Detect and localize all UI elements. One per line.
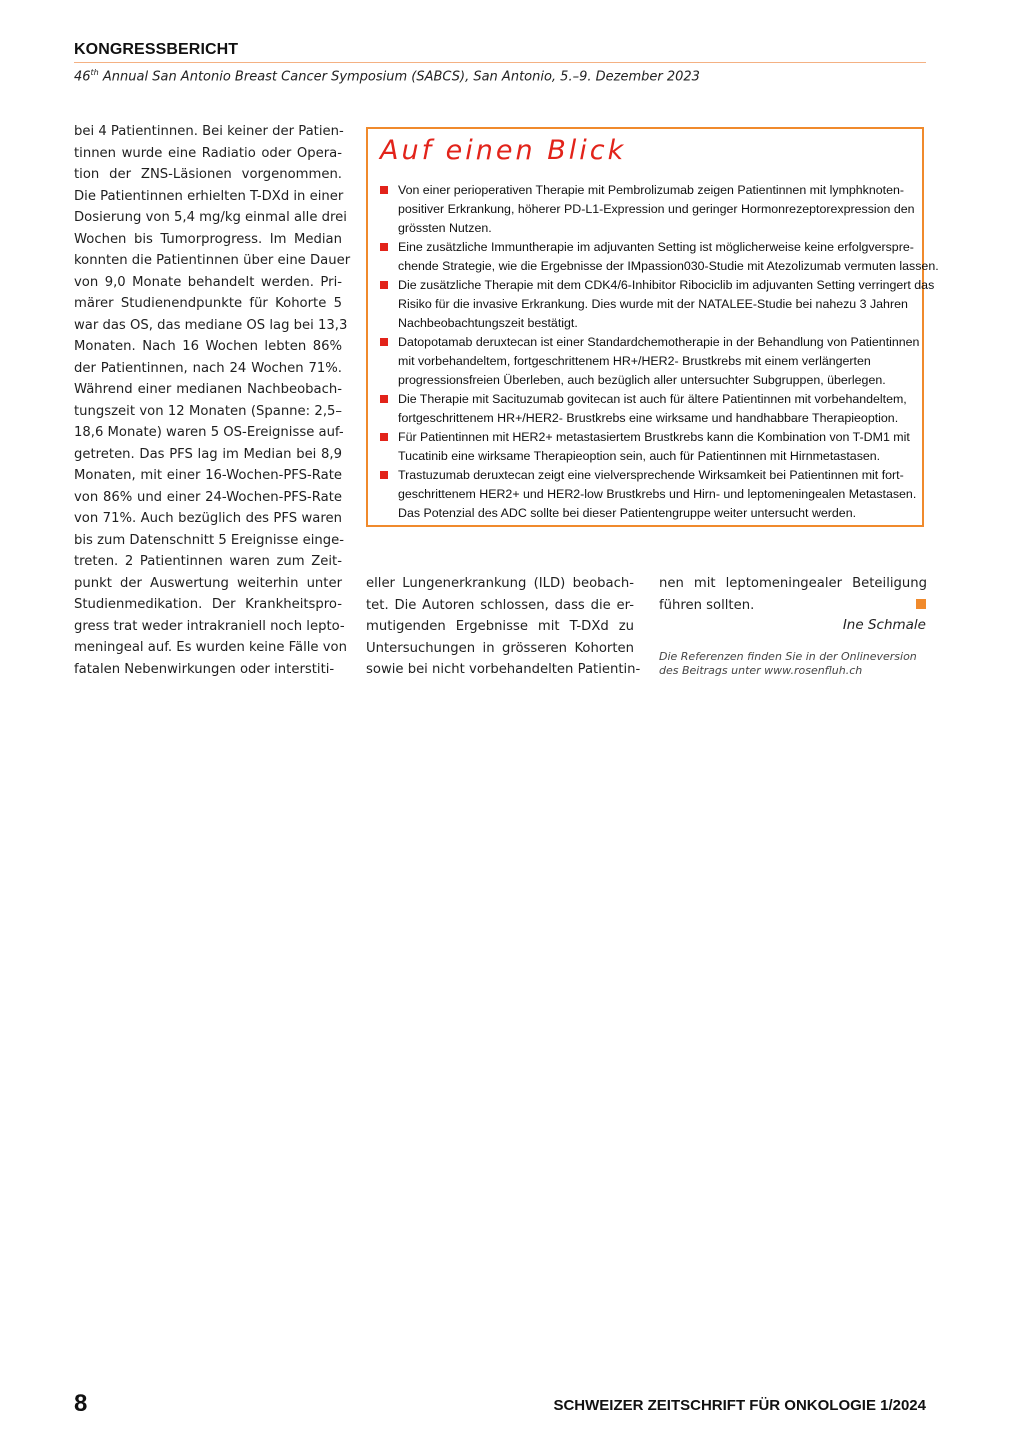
- body-column-3: [659, 573, 927, 616]
- summary-list: [378, 181, 939, 523]
- summary-item-line: Eine zusätzliche Immuntherapie im adjuvanten Setting ist möglicherweise keine erfolgverspre-: [398, 240, 914, 254]
- summary-item-line: mit vorbehandeltem, fortgeschrittenem HR+/HER2- Brustkrebs mit einem verlängerten: [398, 354, 871, 368]
- summary-item: [378, 238, 939, 276]
- summary-item-line: positiver Erkrankung, höherer PD-L1-Expression und geringer Hormonrezeptorexpression den: [398, 202, 915, 216]
- summary-item: [378, 390, 908, 428]
- text-line: Monaten, mit einer 16-Wochen-PFS-Rate: [74, 468, 342, 483]
- section-kicker: KONGRESSBERICHT: [74, 41, 239, 58]
- subtitle-number: 46: [74, 69, 91, 85]
- author-name: Ine Schmale: [842, 617, 926, 633]
- summary-item-line: progressionsfreien Überleben, auch bezüglich aller untersuchter Subgruppen, überlegen.: [398, 373, 886, 387]
- text-line: bis zum Datenschnitt 5 Ereignisse einge-: [74, 532, 344, 548]
- text-line: Untersuchungen in grösseren Kohorten: [366, 640, 634, 656]
- summary-item-text: [398, 390, 908, 428]
- text-line: sowie bei nicht vorbehandelten Patientin-: [366, 662, 641, 677]
- text-line: treten. 2 Patientinnen waren zum Zeit-: [74, 554, 342, 569]
- summary-item-line: Von einer perioperativen Therapie mit Pembrolizumab zeigen Patientinnen mit lymphknoten-: [398, 183, 905, 197]
- summary-item: [378, 333, 920, 390]
- summary-item-line: Datopotamab deruxtecan ist einer Standardchemotherapie in der Behandlung von Patientinnen: [398, 335, 920, 349]
- summary-item-line: Für Patientinnen mit HER2+ metastasiertem Brustkrebs kann die Kombination von T-DM1 mit: [398, 430, 910, 444]
- text-line: mutigenden Ergebnisse mit T-DXd zu: [366, 619, 634, 634]
- text-line: tet. Die Autoren schlossen, dass die er-: [366, 597, 634, 613]
- square-bullet-icon: [380, 281, 388, 289]
- text-line: eller Lungenerkrankung (ILD) beobach-: [366, 576, 634, 591]
- text-line: märer Studienendpunkte für Kohorte 5: [74, 296, 342, 311]
- journal-name: SCHWEIZER ZEITSCHRIFT FÜR ONKOLOGIE 1/2024: [553, 1397, 926, 1414]
- text-line: nen mit leptomeningealer Beteiligung: [659, 576, 927, 591]
- text-line: der Patientinnen, nach 24 Wochen 71%.: [74, 360, 342, 376]
- summary-item-text: [398, 238, 939, 276]
- square-bullet-icon: [380, 395, 388, 403]
- text-line: tinnen wurde eine Radiatio oder Opera-: [74, 145, 342, 161]
- text-line: Studienmedikation. Der Krankheitspro-: [74, 597, 342, 612]
- summary-item: [378, 181, 915, 238]
- text-line: gress trat weder intrakraniell noch lepto-: [74, 618, 345, 634]
- square-bullet-icon: [380, 471, 388, 479]
- article-end-mark: [916, 599, 926, 609]
- text-line: Wochen bis Tumorprogress. Im Median: [74, 231, 342, 247]
- summary-item-text: [398, 276, 935, 333]
- summary-item-line: Das Potenzial des ADC sollte bei dieser Patientengruppe weiter untersucht werden.: [398, 506, 857, 520]
- summary-item-line: Tucatinib eine wirksame Therapieoption sein, auch für Patientinnen mit Hirnmetastasen.: [398, 449, 881, 463]
- text-line: Während einer medianen Nachbeobach-: [74, 382, 342, 397]
- summary-box-title: Auf einen Blick: [380, 135, 627, 166]
- summary-item-line: Trastuzumab deruxtecan zeigt eine vielversprechende Wirksamkeit bei Patientinnen mit fort-: [398, 468, 904, 482]
- summary-box: [366, 127, 939, 527]
- text-line: von 86% und einer 24-Wochen-PFS-Rate: [74, 489, 342, 505]
- summary-item-text: [398, 466, 917, 523]
- text-line: 18,6 Monate) waren 5 OS-Ereignisse auf-: [74, 425, 344, 440]
- square-bullet-icon: [380, 433, 388, 441]
- text-line: meningeal auf. Es wurden keine Fälle von: [74, 640, 347, 655]
- subtitle-ordinal: th: [90, 68, 99, 77]
- summary-item-line: chende Strategie, wie die Ergebnisse der IMpassion030-Studie mit Atezolizumab vermuten lassen.: [398, 259, 939, 273]
- summary-item: [378, 428, 908, 466]
- summary-item-line: grössten Nutzen.: [398, 221, 492, 235]
- text-line: Die Patientinnen erhielten T-DXd in einer: [74, 188, 344, 204]
- subtitle-text: Annual San Antonio Breast Cancer Symposium (SABCS), San Antonio, 5.–9. Dezember 2023: [98, 69, 700, 85]
- summary-item-text: [398, 181, 915, 238]
- text-line: tion der ZNS-Läsionen vorgenommen.: [74, 167, 342, 182]
- text-line: konnten die Patientinnen über eine Dauer: [74, 253, 351, 268]
- text-line: von 71%. Auch bezüglich des PFS waren: [74, 511, 342, 526]
- text-line: getreten. Das PFS lag im Median bei 8,9: [74, 446, 342, 462]
- summary-item-line: Die zusätzliche Therapie mit dem CDK4/6-Inhibitor Ribociclib im adjuvanten Setting verringert das: [398, 278, 935, 292]
- text-line: fatalen Nebenwirkungen oder interstiti-: [74, 661, 335, 677]
- body-column-1: [74, 121, 351, 680]
- text-line: punkt der Auswertung weiterhin unter: [74, 575, 342, 591]
- square-bullet-icon: [380, 186, 388, 194]
- reference-line: Die Referenzen finden Sie in der Onlineversion: [659, 650, 917, 663]
- text-line: führen sollten.: [659, 597, 755, 613]
- text-line: bei 4 Patientinnen. Bei keiner der Patien-: [74, 124, 344, 139]
- square-bullet-icon: [380, 338, 388, 346]
- header-rule: [74, 62, 926, 63]
- summary-item-line: geschrittenem HER2+ und HER2-low Brustkrebs und Hirn- und leptomeningealen Metastasen.: [398, 487, 917, 501]
- summary-item-line: Risiko für die invasive Erkrankung. Dies wurde mit der NATALEE-Studie bei nahezu 3 Jahren: [398, 297, 908, 311]
- text-line: Dosierung von 5,4 mg/kg einmal alle drei: [74, 210, 347, 225]
- text-line: war das OS, das mediane OS lag bei 13,3: [74, 317, 348, 333]
- summary-item-line: Die Therapie mit Sacituzumab govitecan ist auch für ältere Patientinnen mit vorbehandeltem,: [398, 392, 907, 406]
- summary-item-line: fortgeschrittenem HR+/HER2- Brustkrebs eine wirksame und handhabbare Therapieoption.: [398, 411, 899, 425]
- summary-item-text: [398, 428, 908, 466]
- reference-line: des Beitrags unter www.rosenfluh.ch: [659, 664, 863, 677]
- text-line: tungszeit von 12 Monaten (Spanne: 2,5–: [74, 403, 342, 419]
- congress-subtitle: [74, 68, 934, 84]
- text-line: Monaten. Nach 16 Wochen lebten 86%: [74, 339, 342, 354]
- summary-item: [378, 466, 917, 523]
- summary-item: [378, 276, 935, 333]
- text-line: von 9,0 Monate behandelt werden. Pri-: [74, 274, 342, 290]
- summary-item-text: [398, 333, 920, 390]
- page-number: 8: [74, 1390, 88, 1417]
- references-note: [659, 650, 927, 678]
- square-bullet-icon: [380, 243, 388, 251]
- summary-item-line: Nachbeobachtungszeit bestätigt.: [398, 316, 578, 330]
- body-column-2: [366, 573, 641, 681]
